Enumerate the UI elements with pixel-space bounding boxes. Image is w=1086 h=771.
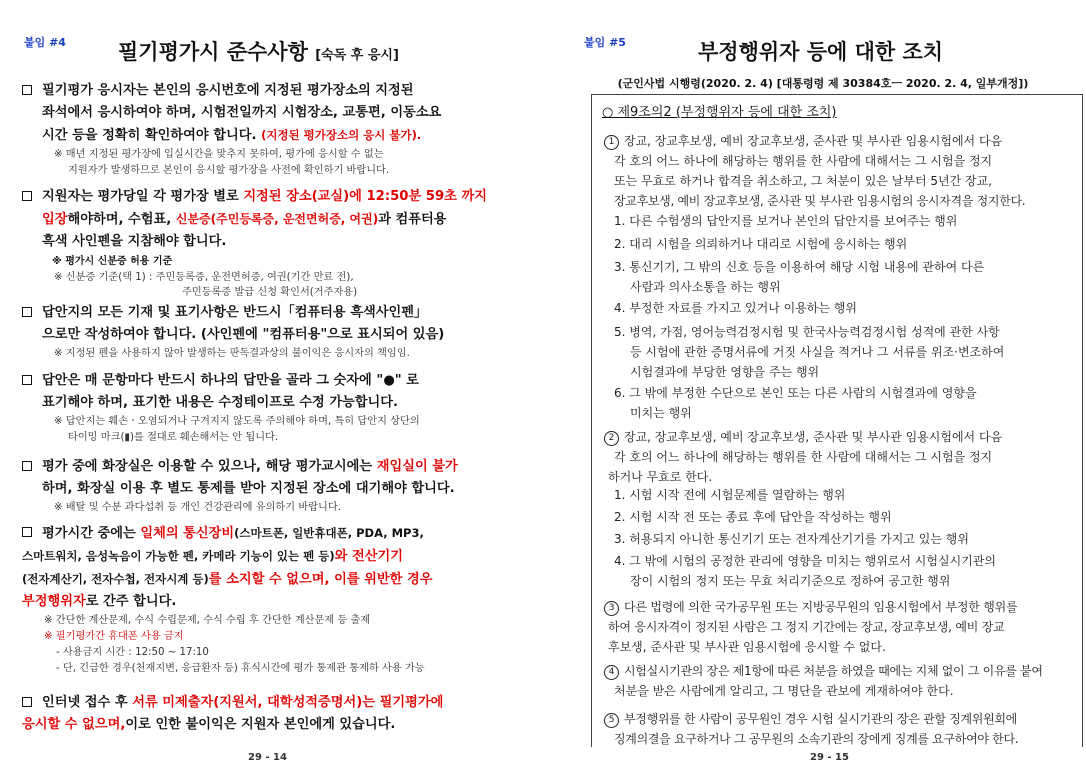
- left-page: [0, 0, 540, 771]
- circled-number: 2: [604, 431, 619, 446]
- warning-text: 신분증(주민등록증, 운전면허증, 여권): [175, 212, 379, 226]
- rule-answer-marking: [22, 370, 520, 446]
- rule-devices: [22, 522, 520, 677]
- line: 으로만 작성하여야 합니다. (사인펜에 "컴퓨터용"으로 표시되어 있음): [42, 327, 445, 342]
- list-item: [614, 551, 1074, 591]
- rule-exam-location: [22, 80, 520, 179]
- law-paragraph-3: [604, 597, 1074, 657]
- line: 징계의결을 요구하거나 그 공무원의 소속기관의 장에게 징계를 요구하여야 한다.: [614, 732, 1019, 746]
- line: 답안은 매 문항마다 반드시 하나의 답만을 골라 그 숫자에 "●" 로: [42, 373, 419, 388]
- line: 좌석에서 응시하여야 하며, 시험전일까지 시험장소, 교통편, 이동소요: [42, 105, 442, 120]
- note: ※ 지정된 펜을 사용하지 않아 발생하는 판독결과상의 불이익은 응시자의 책임임.: [54, 348, 410, 359]
- line: [22, 568, 520, 591]
- warning-text: 를 소지할 수 없으며, 이를 위반한 경우: [208, 572, 433, 587]
- line: [22, 591, 520, 613]
- line: [604, 427, 1074, 447]
- list-item: [614, 507, 1074, 527]
- rule-entry-time: [22, 186, 520, 300]
- law-citation: (군인사법 시행령(2020. 2. 4) [대통령령 제 30384호ㅡ 2020. 2. 4, 일부개정]): [617, 77, 1029, 90]
- law-article-title-text: ○ 제9조의2 (부정행위자 등에 대한 조치): [602, 105, 837, 120]
- warning-text: (지정된 평가장소의 응시 불가).: [261, 128, 422, 142]
- rule-head: [22, 522, 520, 613]
- line: 사람과 의사소통을 하는 행위: [630, 280, 781, 294]
- checkbox-icon: [22, 697, 32, 707]
- warning-text: 일체의 통신장비: [140, 526, 235, 541]
- warning-text: 입장: [42, 212, 68, 227]
- line: 6. 그 밖에 부정한 수단으로 본인 또는 다른 사람의 시험결과에 영향을: [614, 386, 977, 400]
- line: [42, 186, 520, 208]
- rule-head: [22, 186, 520, 253]
- checkbox-icon: [22, 191, 32, 201]
- text: 평가 중에 화장실은 이용할 수 있으나, 해당 평가교시에는: [42, 459, 373, 474]
- title-text: 필기평가시 준수사항: [118, 40, 308, 64]
- law-article-title: [602, 101, 837, 120]
- list-item: [614, 234, 1074, 254]
- line: 등 시험에 관한 증명서류에 거짓 사실을 적거나 그 서류를 위조·변조하여: [630, 345, 1005, 359]
- list-item: [614, 529, 1074, 549]
- text: 스마트워치, 음성녹음이 가능한 펜, 카메라 기능이 있는 펜 등): [22, 549, 335, 563]
- note: ※ 간단한 계산문제, 수식 수립문제, 수식 수립 후 간단한 계산문제 등 출제: [44, 615, 371, 626]
- line: 또는 무효로 하거나 합격을 취소하고, 그 처분이 있은 날부터 5년간 장교,: [614, 174, 992, 188]
- warning-text: 응시할 수 없으며,: [22, 717, 126, 732]
- line: 2. 대리 시험을 의뢰하거나 대리로 시험에 응시하는 행위: [614, 237, 908, 251]
- page-number: 29 - 14: [248, 752, 287, 763]
- text: 시험실시기관의 장은 제1항에 따른 처분을 하였을 때에는 지체 없이 그 이유를 붙여: [624, 664, 1043, 678]
- text: (스마트폰, 일반휴대폰, PDA, MP3,: [234, 526, 424, 540]
- checkbox-icon: [22, 85, 32, 95]
- line: 각 호의 어느 하나에 해당하는 행위를 한 사람에 대해서는 그 시험을 정지: [614, 154, 993, 168]
- note: - 사용금지 시간 : 12:50 ~ 17:10: [56, 647, 209, 658]
- line: 4. 그 밖에 시험의 공정한 관리에 영향을 미치는 행위로서 시험실시기관의: [614, 554, 996, 568]
- checkbox-icon: [22, 527, 32, 537]
- page-title: 부정행위자 등에 대한 조치: [698, 40, 944, 64]
- warning-text: 와 전산기기: [334, 549, 403, 564]
- line: 1. 시험 시작 전에 시험문제를 열람하는 행위: [614, 488, 846, 502]
- line: 각 호의 어느 하나에 해당하는 행위를 한 사람에 대해서는 그 시험을 정지: [614, 450, 993, 464]
- page-title: [118, 36, 399, 66]
- text: (전자계산기, 전자수첩, 전자시계 등): [22, 572, 209, 586]
- rule-answer-pen: [22, 302, 520, 362]
- rule-head: [22, 692, 520, 736]
- circled-number: 3: [604, 601, 619, 616]
- law-paragraph-2: [604, 427, 1074, 487]
- checkbox-icon: [22, 461, 32, 471]
- note: ※ 평가시 신분증 허용 기준: [52, 256, 173, 267]
- law-paragraph-1: [604, 131, 1074, 211]
- line: 후보생, 준사관 및 부사관 임용시험에 응시할 수 없다.: [608, 640, 886, 654]
- attachment-tag: 붙임 #4: [24, 36, 66, 49]
- note: ※ 필기평가간 휴대폰 사용 금지: [44, 631, 184, 642]
- right-page: [560, 0, 1086, 771]
- text: 장교, 장교후보생, 예비 장교후보생, 준사관 및 부사관 임용시험에서 다음: [624, 134, 1003, 148]
- text: 지원자는 평가당일 각 평가장 별로: [42, 189, 239, 204]
- line: 하며, 화장실 이용 후 별도 통제를 받아 지정된 장소에 대기해야 합니다.: [42, 481, 455, 496]
- list-item: [614, 211, 1074, 231]
- text: 이로 인한 불이익은 지원자 본인에게 있습니다.: [125, 717, 396, 732]
- line: 3. 허용되지 아니한 통신기기 또는 전자계산기기를 가지고 있는 행위: [614, 532, 969, 546]
- list-item: [614, 322, 1074, 382]
- note: 타이밍 마크(▮)를 절대로 훼손해서는 안 됩니다.: [68, 432, 279, 443]
- line: 장이 시험의 정지 또는 무효 처리기준으로 정하여 공고한 행위: [630, 574, 951, 588]
- line: [42, 692, 520, 714]
- warning-text: 부정행위자: [22, 594, 86, 609]
- note: ※ 배탈 및 수분 과다섭취 등 개인 건강관리에 유의하기 바랍니다.: [54, 502, 341, 513]
- text: 시간 등을 정확히 확인하여야 합니다.: [42, 128, 257, 143]
- line: 답안지의 모든 기재 및 표기사항은 반드시「컴퓨터용 흑색사인펜」: [42, 305, 428, 320]
- note: ※ 신분증 기준(택 1) : 주민등록증, 운전면허증, 여권(기간 만료 전),: [54, 272, 354, 283]
- warning-text: 서류 미제출자(지원서, 대학성적증명서)는 필기평가에: [132, 695, 444, 710]
- warning-text: 지정된 장소(교실)에 12:50분 59초 까지: [243, 189, 487, 204]
- line: [22, 714, 520, 736]
- list-item: [614, 298, 1074, 318]
- title-suffix: [숙독 후 응시]: [315, 48, 399, 63]
- rule-head: [22, 302, 520, 346]
- text: 해야하며, 수험표,: [67, 212, 172, 227]
- note: 지원자가 발생하므로 본인이 응시할 평가장을 사전에 확인하기 바랍니다.: [68, 165, 390, 176]
- law-box: [591, 94, 1083, 747]
- line: [604, 661, 1074, 681]
- line: 2. 시험 시작 전 또는 종료 후에 답안을 작성하는 행위: [614, 510, 892, 524]
- line: [42, 522, 520, 545]
- note: 주민등록증 발급 신청 확인서(거주자용): [182, 287, 358, 298]
- text: 로 간주 합니다.: [85, 594, 177, 609]
- circled-number: 5: [604, 713, 619, 728]
- line: 3. 통신기기, 그 밖의 신호 등을 이용하여 해당 시험 내용에 관하여 다른: [614, 260, 985, 274]
- line: [42, 456, 520, 478]
- warning-text: 재입실이 불가: [376, 459, 458, 474]
- list-item: [614, 485, 1074, 505]
- list-item: [614, 257, 1074, 297]
- note: ※ 매년 지정된 평가장에 입실시간을 맞추지 못하여, 평가에 응시할 수 없는: [54, 149, 384, 160]
- rule-head: [22, 456, 520, 500]
- line: 표기해야 하며, 표기한 내용은 수정테이프로 수정 가능합니다.: [42, 395, 399, 410]
- text: 과 컴퓨터용: [378, 212, 447, 227]
- line: [604, 131, 1074, 151]
- line: [42, 208, 520, 231]
- text: 다른 법령에 의한 국가공무원 또는 지방공무원의 임용시험에서 부정한 행위를: [624, 600, 1018, 614]
- line: 하여 응시자격이 정지된 사람은 그 정지 기간에는 장교, 장교후보생, 예비 장교: [608, 620, 1005, 634]
- line: 흑색 사인펜을 지참해야 합니다.: [42, 234, 227, 249]
- line: [604, 709, 1074, 729]
- line: 4. 부정한 자료를 가지고 있거나 이용하는 행위: [614, 301, 857, 315]
- line: 5. 병역, 가점, 영어능력검정시험 및 한국사능력검정시험 성적에 관한 사항: [614, 325, 1000, 339]
- line: 시험결과에 부당한 영향을 주는 행위: [630, 365, 820, 379]
- line: 미치는 행위: [630, 406, 692, 420]
- rule-documents: [22, 692, 520, 736]
- line: 1. 다른 수험생의 답안지를 보거나 본인의 답안지를 보여주는 행위: [614, 214, 958, 228]
- rule-head: [22, 80, 520, 147]
- text: 평가시간 중에는: [42, 526, 136, 541]
- note: - 단, 긴급한 경우(천재지변, 응급환자 등) 휴식시간에 평가 통제관 통제하 사용 가능: [56, 663, 425, 674]
- line: [604, 597, 1074, 617]
- rule-head: [22, 370, 520, 414]
- law-paragraph-5: [604, 709, 1074, 749]
- text: 인터넷 접수 후: [42, 695, 128, 710]
- line: 처분을 받은 사람에게 알리고, 그 명단을 관보에 게재하여야 한다.: [614, 684, 954, 698]
- list-item: [614, 383, 1074, 423]
- law-paragraph-4: [604, 661, 1074, 701]
- page-number: 29 - 15: [810, 752, 849, 763]
- circled-number: 4: [604, 665, 619, 680]
- text: 장교, 장교후보생, 예비 장교후보생, 준사관 및 부사관 임용시험에서 다음: [624, 430, 1003, 444]
- circled-number: 1: [604, 135, 619, 150]
- checkbox-icon: [22, 375, 32, 385]
- checkbox-icon: [22, 307, 32, 317]
- rule-restroom: [22, 456, 520, 516]
- note: ※ 답안지는 훼손ㆍ오염되거나 구겨지지 않도록 주의해야 하며, 특히 답안지 상단의: [54, 416, 420, 427]
- line: 필기평가 응시자는 본인의 응시번호에 지정된 평가장소의 지정된: [42, 83, 414, 98]
- line: 장교후보생, 예비 장교후보생, 준사관 및 부사관 임용시험의 응시자격을 정지한다.: [614, 194, 1026, 208]
- attachment-tag: 붙임 #5: [584, 36, 626, 49]
- line: [42, 124, 520, 147]
- line: 하거나 무효로 한다.: [608, 470, 713, 484]
- text: 부정행위를 한 사람이 공무원인 경우 시험 실시기관의 장은 관할 징계위원회에: [624, 712, 1017, 726]
- line: [22, 545, 520, 568]
